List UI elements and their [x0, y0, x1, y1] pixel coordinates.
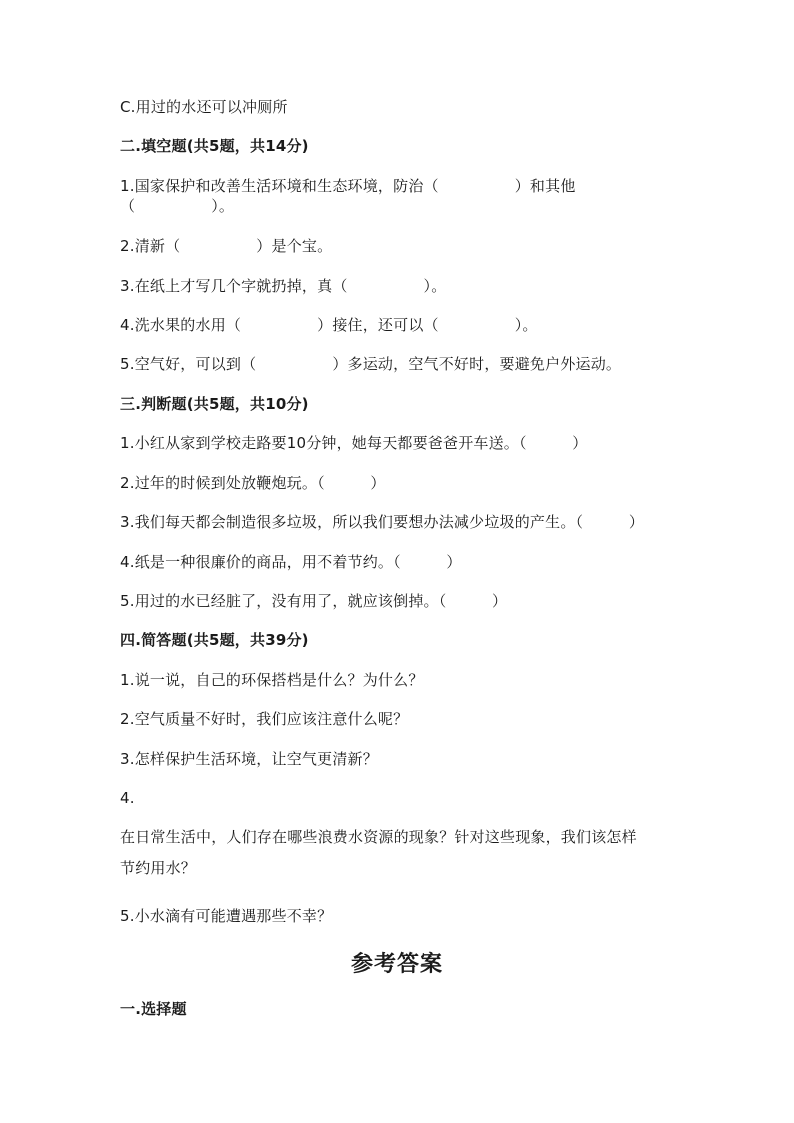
fill-q3: 3.在纸上才写几个字就扔掉，真（ ）。 — [120, 277, 447, 295]
section-2-heading: 二.填空题(共5题，共14分) — [120, 137, 309, 155]
short-q4-line1: 在日常生活中，人们存在哪些浪费水资源的现象？针对这些现象，我们该怎样 — [120, 828, 637, 846]
answers-title: 参考答案 — [350, 951, 443, 977]
judge-q4: 4.纸是一种很廉价的商品，用不着节约。（ ） — [120, 553, 462, 571]
fill-q2: 2.清新（ ）是个宝。 — [120, 237, 333, 255]
section-4-heading: 四.简答题(共5题，共39分) — [120, 631, 309, 649]
fill-q4: 4.洗水果的水用（ ）接住，还可以（ ）。 — [120, 316, 538, 334]
short-q4-number: 4. — [120, 789, 135, 807]
judge-q2: 2.过年的时候到处放鞭炮玩。（ ） — [120, 474, 386, 492]
short-q3: 3.怎样保护生活环境，让空气更清新？ — [120, 750, 378, 768]
fill-q1-line2: （ ）。 — [120, 197, 235, 215]
judge-q3: 3.我们每天都会制造很多垃圾，所以我们要想办法减少垃圾的产生。（ ） — [120, 513, 645, 531]
short-q5: 5.小水滴有可能遭遇那些不幸？ — [120, 907, 333, 925]
fill-q5: 5.空气好，可以到（ ）多运动，空气不好时，要避免户外运动。 — [120, 355, 622, 373]
answers-section-1-heading: 一.选择题 — [120, 1000, 187, 1018]
short-q2: 2.空气质量不好时，我们应该注意什么呢？ — [120, 710, 409, 728]
section-3-heading: 三.判断题(共5题，共10分) — [120, 395, 309, 413]
option-c-text: C.用过的水还可以冲厕所 — [120, 98, 288, 116]
fill-q1-line1: 1.国家保护和改善生活环境和生态环境，防治（ ）和其他 — [120, 177, 576, 195]
judge-q5: 5.用过的水已经脏了，没有用了，就应该倒掉。（ ） — [120, 592, 508, 610]
judge-q1: 1.小红从家到学校走路要10分钟，她每天都要爸爸开车送。（ ） — [120, 434, 588, 452]
short-q1: 1.说一说，自己的环保搭档是什么？为什么？ — [120, 671, 424, 689]
short-q4-line2: 节约用水？ — [120, 859, 197, 877]
